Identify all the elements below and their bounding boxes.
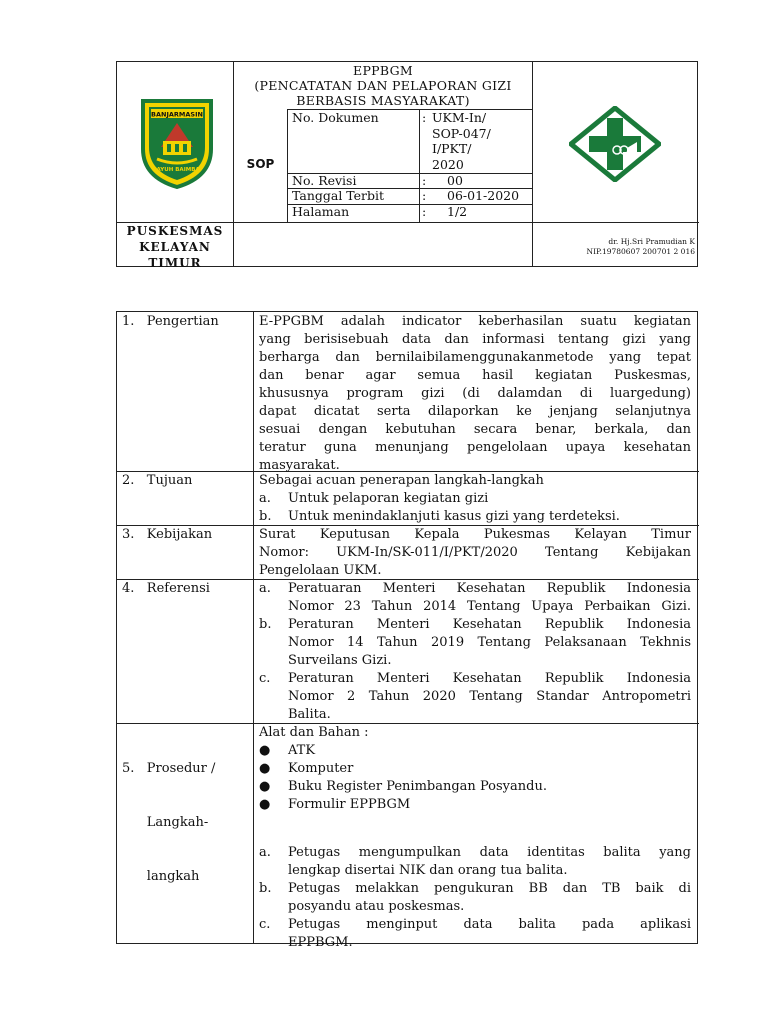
logo-bottom-text: KAYUH BAIMBAI xyxy=(152,167,202,173)
halaman-value: 1/2 xyxy=(447,204,468,219)
document-title: EPPBGM (PENCATATAN DAN PELAPORAN GIZI BERBASIS MASYARAKAT) xyxy=(254,63,512,108)
section-text-referensi xyxy=(259,580,691,724)
puskesmas-logo xyxy=(569,106,661,182)
section-text-pengertian: E-PPGBM adalah indicator keberhasilan suatu kegiatan yang berisisebuah data dan informasi tentang gizi yang berharga dan bernilaibilamenggunakanmetode yang tepat dan benar agar semua hasil kegiatan Puskesmas, khususnya program gizi (di dalamdan di luargedung) dapat dicatat serta dilaporkan ke jenjang selanjutnya sesuai dengan kebutuhan secara benar, berkala, dan teratur guna menunjang pengelolaan upaya kesehatan masyarakat. xyxy=(259,314,691,473)
section-text-prosedur: Alat dan Bahan : ● ATK ● Komputer ● Buku Register Penimbangan Posyandu. ● Formulir EPPBGM a. Petugas mengumpulkan data identitas balita yang lengkap disertai NIK dan orang tua balita. b. Petugas melakkan pengukuran BB dan TB baik di posyandu atau poskesmas. c. Petugas menginput data balita pada aplikasi EPPBGM. xyxy=(259,725,691,950)
tanggal-terbit-value: 06-01-2020 xyxy=(447,188,520,203)
no-revisi-label: No. Revisi xyxy=(292,173,357,188)
bullet-icon: ● xyxy=(259,743,271,758)
list-item: ● Buku Register Penimbangan Posyandu. xyxy=(259,779,547,794)
halaman-label: Halaman xyxy=(292,204,350,219)
section-label-pengertian: 1. Pengertian xyxy=(122,314,219,329)
section-label-kebijakan: 3. Kebijakan xyxy=(122,527,213,542)
list-item: ● Komputer xyxy=(259,761,354,776)
tanggal-terbit-label: Tanggal Terbit xyxy=(292,188,385,203)
list-item: ● Formulir EPPBGM xyxy=(259,797,411,812)
sop-body-table xyxy=(116,311,698,950)
bullet-icon: ● xyxy=(259,779,271,794)
bullet-icon: ● xyxy=(259,797,271,812)
no-dokumen-label: No. Dokumen xyxy=(292,110,379,125)
list-item: c. Peraturan Menteri Kesehatan Republik Indonesia Nomor 2 Tahun 2020 Tentang Standar Antropometri Balita. xyxy=(259,671,691,722)
bullet-icon: ● xyxy=(259,761,271,776)
list-item: a. Untuk pelaporan kegiatan gizi xyxy=(259,491,489,506)
header-table: BANJARMASIN KAYUH BAIMBAI EPPBGM (PENCATATAN DAN PELAPORAN GIZI BERBASIS MASYARAKAT) SOP No. Dokumen : UKM-In/ SOP-047/ I/PKT/ 2020 No. Revisi : 00 Tanggal Terbit : 06-01-2020 Halaman : 1/2 PUSKESMAS KELAYAN TIMUR dr. Hj.Sri Pramudian K NIP.19780607 200701 2 016 xyxy=(116,61,698,267)
no-revisi-value: 00 xyxy=(447,173,463,188)
sop-label: SOP xyxy=(246,157,275,171)
section-label-referensi: 4. Referensi xyxy=(122,581,210,596)
list-item: b. Untuk menindaklanjuti kasus gizi yang terdeteksi. xyxy=(259,509,620,524)
section-text-tujuan: Sebagai acuan penerapan langkah-langkah a. Untuk pelaporan kegiatan gizi b. Untuk menindaklanjuti kasus gizi yang terdeteksi. xyxy=(259,472,691,526)
puskesmas-name: PUSKESMAS KELAYAN TIMUR xyxy=(126,224,224,270)
list-item: b. Petugas melakkan pengukuran BB dan TB baik di posyandu atau poskesmas. xyxy=(259,881,691,914)
list-item: c. Petugas menginput data balita pada aplikasi EPPBGM. xyxy=(259,917,691,950)
list-item: a. Peratuaran Menteri Kesehatan Republik Indonesia Nomor 23 Tahun 2014 Tentang Upaya Perbaikan Gizi. xyxy=(259,581,691,614)
list-item: a. Petugas mengumpulkan data identitas balita yang lengkap disertai NIK dan orang tua balita. xyxy=(259,845,691,878)
no-dokumen-value: UKM-In/ SOP-047/ I/PKT/ 2020 xyxy=(432,110,491,172)
list-item: ● ATK xyxy=(259,743,316,758)
logo-top-text: BANJARMASIN xyxy=(151,110,203,119)
section-label-prosedur: 5. Prosedur / Langkah- langkah xyxy=(122,761,216,884)
section-label-tujuan: 2. Tujuan xyxy=(122,473,193,488)
city-logo xyxy=(137,97,217,189)
list-item: b. Peraturan Menteri Kesehatan Republik Indonesia Nomor 14 Tahun 2019 Tentang Pelaksanaan Tekhnis Surveilans Gizi. xyxy=(259,617,691,668)
signatory: dr. Hj.Sri Pramudian K NIP.19780607 200701 2 016 xyxy=(586,237,695,256)
section-text-kebijakan: Surat Keputusan Kepala Pukesmas Kelayan Timur Nomor: UKM-In/SK-011/I/PKT/2020 Tentang Kebijakan Pengelolaan UKM. xyxy=(259,527,691,578)
